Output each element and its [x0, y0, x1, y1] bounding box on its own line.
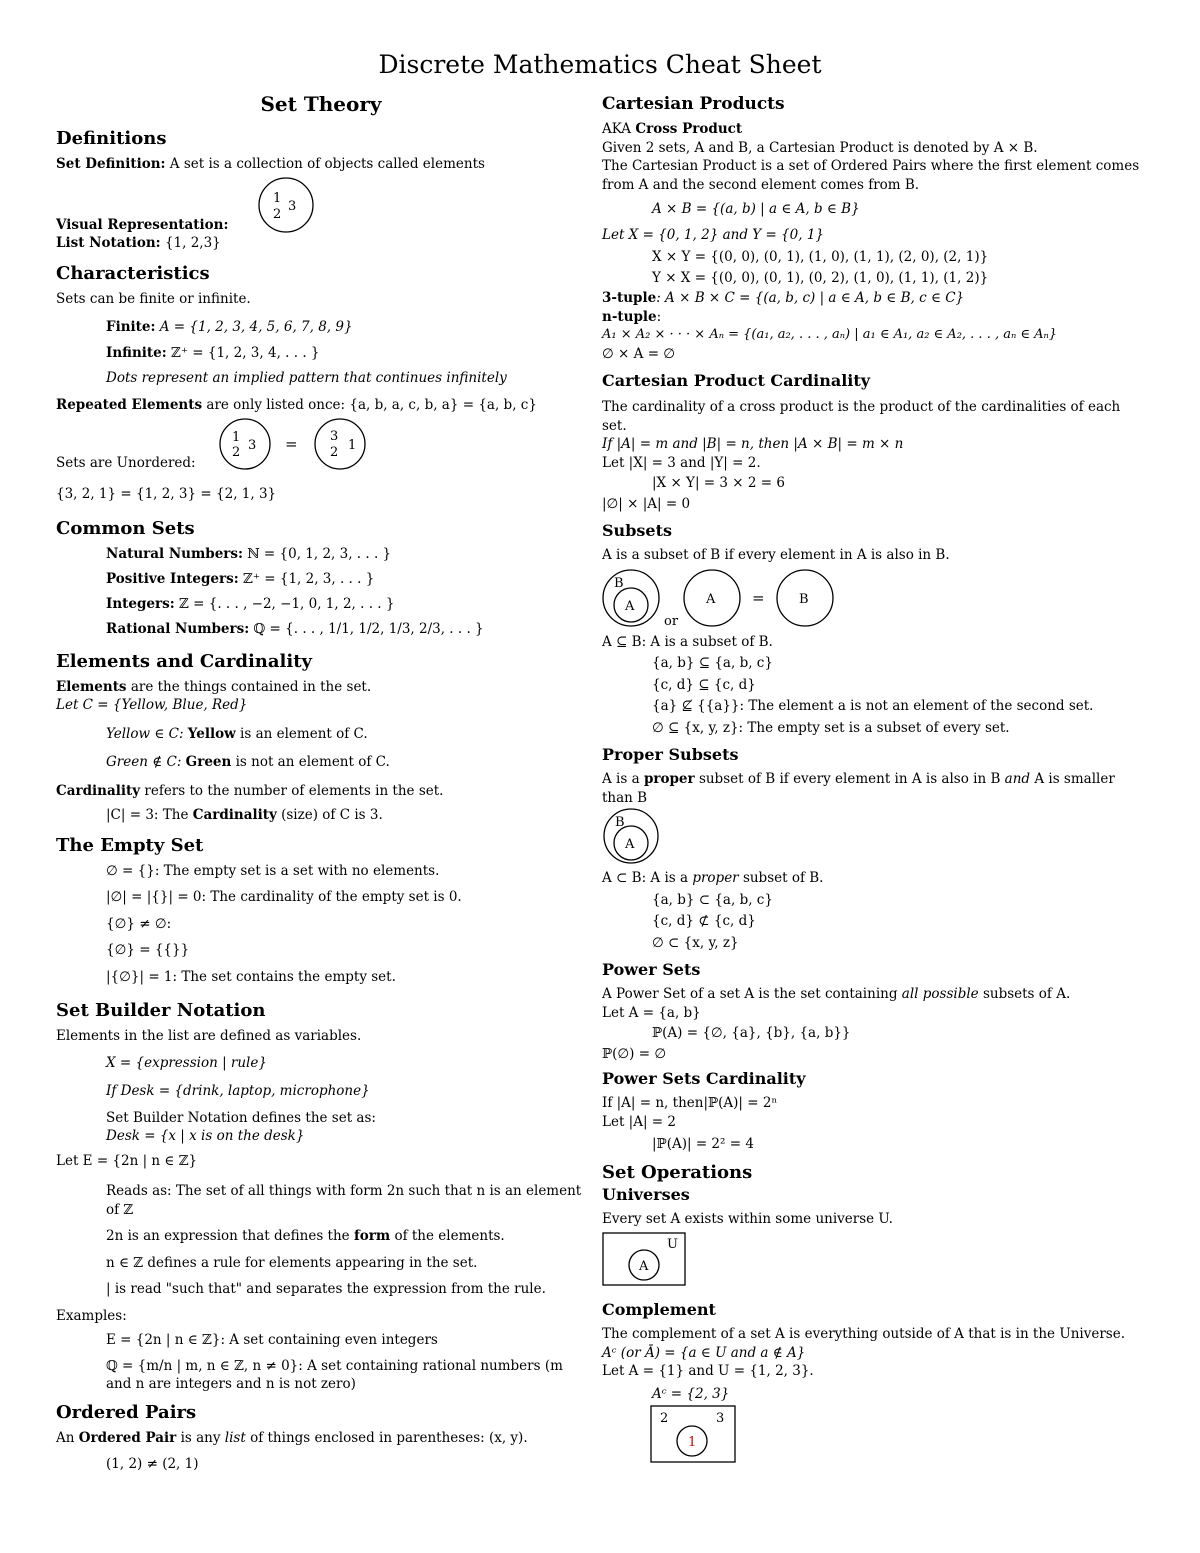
subset-diagram [602, 567, 872, 633]
natural-numbers: Natural Numbers: ℕ = {0, 1, 2, 3, . . . } [106, 545, 392, 562]
integers: Integers: ℤ = {. . . , −2, −1, 0, 1, 2, . . . } [106, 595, 395, 612]
rule-line: n ∈ ℤ defines a rule for elements appearing in the set. [106, 1254, 478, 1271]
complement-heading: Complement [602, 1300, 716, 1319]
proper-subsets-desc: A is a proper subset of B if every element in A is also in B and A is smaller than B [602, 771, 1115, 806]
infinite-example: Infinite: ℤ⁺ = {1, 2, 3, 4, . . . } [106, 344, 320, 361]
visual-representation-label: Visual Representation: [56, 216, 229, 233]
form-line: 2n is an expression that defines the form of the elements. [106, 1228, 505, 1244]
subset-def: A ⊆ B: A is a subset of B. [602, 633, 773, 650]
power-sets-heading: Power Sets [602, 960, 701, 979]
complement-result: Aᶜ = {2, 3} [652, 1385, 730, 1402]
universe-diagram [602, 1232, 688, 1288]
svg-text:2: 2 [273, 206, 282, 222]
ordered-pairs-heading: Ordered Pairs [56, 1401, 197, 1423]
complement-desc: The complement of a set A is everything outside of A that is in the Universe. [602, 1326, 1125, 1342]
empty-set-heading: The Empty Set [56, 834, 204, 856]
svg-text:1: 1 [232, 430, 241, 445]
desk-builder: Desk = {x | x is on the desk} [106, 1128, 305, 1144]
power-sets-value: ℙ(A) = {∅, {a}, {b}, {a, b}} [652, 1025, 851, 1041]
positive-integers: Positive Integers: ℤ⁺ = {1, 2, 3, . . . } [106, 570, 375, 587]
set-definition: Set Definition: A set is a collection of objects called elements [56, 156, 485, 172]
cartesian-desc: The Cartesian Product is a set of Ordered Pairs where the first element comes from A and the second element comes from B. [602, 158, 1140, 193]
n-tuple: n-tuple: [602, 308, 662, 325]
cartesian-cardinality-calc: |X × Y| = 3 × 2 = 6 [652, 475, 785, 491]
complement-def: Aᶜ (or Ā) = {a ∈ U and a ∉ A} [602, 1344, 806, 1361]
universes-heading: Universes [602, 1184, 690, 1204]
cartesian-cardinality-heading: Cartesian Product Cardinality [602, 371, 871, 390]
cartesian-given: Given 2 sets, A and B, a Cartesian Product is denoted by A × B. [602, 139, 1038, 156]
svg-text:A: A [625, 598, 635, 614]
set-builder-intro: Elements in the list are defined as variables. [56, 1028, 362, 1044]
cartesian-cardinality-rule: If |A| = m and |B| = n, then |A × B| = m × n [602, 436, 904, 452]
cartesian-cardinality-desc: The cardinality of a cross product is the product of the cardinalities of each set. [602, 399, 1121, 434]
cartesian-yx: Y × X = {(0, 0), (0, 1), (0, 2), (1, 0), (1, 1), (1, 2)} [652, 269, 989, 286]
unordered-label: Sets are Unordered: [56, 455, 196, 471]
set-operations-heading: Set Operations [602, 1161, 753, 1183]
characteristics-heading: Characteristics [56, 262, 210, 284]
elements-heading: Elements and Cardinality [56, 650, 313, 672]
svg-text:B: B [615, 815, 625, 830]
pipe-line: | is read "such that" and separates the expression from the rule. [106, 1281, 546, 1297]
svg-text:3: 3 [248, 438, 257, 453]
cartesian-def: A × B = {(a, b) | a ∈ A, b ∈ B} [652, 201, 860, 217]
example-rational: ℚ = {m/n | m, n ∈ ℤ, n ≠ 0}: A set containing rational numbers (m and n are integers and n is not zero) [106, 1357, 563, 1392]
svg-text:A: A [639, 1259, 649, 1274]
svg-text:or: or [664, 613, 679, 629]
elements-desc: Elements are the things contained in the set. [56, 678, 372, 695]
desk-example: If Desk = {drink, laptop, microphone} [106, 1083, 370, 1099]
power-cardinality-heading: Power Sets Cardinality [602, 1069, 806, 1088]
complement-let: Let A = {1} and U = {1, 2, 3}. [602, 1363, 814, 1379]
svg-text:2: 2 [330, 445, 339, 460]
dots-note: Dots represent an implied pattern that continues infinitely [106, 370, 507, 386]
empty-set-line: {∅} ≠ ∅: [106, 915, 172, 932]
empty-set-line: |∅| = |{}| = 0: The cardinality of the empty set is 0. [106, 889, 462, 905]
power-sets-let: Let A = {a, b} [602, 1004, 701, 1021]
svg-text:A: A [625, 837, 635, 852]
proper-subset-example: {c, d} ⊄ {c, d} [652, 913, 756, 929]
power-cardinality-calc: |ℙ(A)| = 2² = 4 [652, 1136, 754, 1152]
power-sets-desc: A Power Set of a set A is the set containing all possible subsets of A. [602, 986, 1071, 1002]
yellow-element: Yellow ∈ C: Yellow is an element of C. [106, 725, 368, 742]
empty-set-line: |{∅}| = 1: The set contains the empty set. [106, 968, 396, 985]
svg-text:1: 1 [688, 1435, 697, 1450]
set-builder-defines: Set Builder Notation defines the set as: [106, 1109, 376, 1126]
cardinality-desc: Cardinality refers to the number of elements in the set. [56, 782, 444, 799]
proper-subset-diagram [602, 807, 664, 865]
power-cardinality-let: Let |A| = 2 [602, 1113, 676, 1130]
cartesian-xy: X × Y = {(0, 0), (0, 1), (1, 0), (1, 1), (2, 0), (2, 1)} [652, 249, 989, 265]
subsets-heading: Subsets [602, 521, 672, 540]
set-builder-general: X = {expression | rule} [106, 1054, 267, 1071]
complement-diagram [650, 1405, 738, 1465]
svg-text:B: B [799, 591, 809, 607]
subset-example: ∅ ⊆ {x, y, z}: The empty set is a subset of every set. [652, 719, 1010, 736]
right-column [602, 92, 1147, 1465]
unordered-example: {3, 2, 1} = {1, 2, 3} = {2, 1, 3} [56, 485, 277, 502]
unordered-diagram [218, 416, 398, 472]
cartesian-heading: Cartesian Products [602, 94, 785, 114]
universes-desc: Every set A exists within some universe U. [602, 1210, 893, 1227]
empty-set-line: {∅} = {{}} [106, 942, 190, 958]
svg-text:1: 1 [273, 190, 282, 206]
proper-subset-def: A ⊂ B: A is a proper subset of B. [602, 870, 824, 886]
proper-subset-example: ∅ ⊂ {x, y, z} [652, 934, 739, 951]
rational-numbers: Rational Numbers: ℚ = {. . . , 1/1, 1/2, 1/3, 2/3, . . . } [106, 620, 484, 637]
svg-text:3: 3 [716, 1411, 725, 1426]
svg-text:2: 2 [660, 1411, 669, 1426]
power-sets-empty: ℙ(∅) = ∅ [602, 1045, 667, 1062]
svg-text:3: 3 [288, 198, 297, 214]
cartesian-let: Let X = {0, 1, 2} and Y = {0, 1} [602, 226, 824, 243]
svg-text:=: = [752, 588, 765, 607]
cartesian-aka: AKA Cross Product [602, 121, 743, 137]
empty-cross: ∅ × A = ∅ [602, 345, 676, 362]
svg-text:B: B [614, 575, 624, 591]
green-element: Green ∉ C: Green is not an element of C. [106, 754, 390, 770]
svg-text:U: U [667, 1237, 678, 1252]
power-cardinality-rule: If |A| = n, then|ℙ(A)| = 2ⁿ [602, 1095, 778, 1111]
page-title: Discrete Mathematics Cheat Sheet [378, 50, 822, 79]
subsets-desc: A is a subset of B if every element in A is also in B. [602, 547, 950, 563]
characteristics-intro: Sets can be finite or infinite. [56, 290, 251, 307]
svg-text:1: 1 [348, 438, 357, 453]
examples-label: Examples: [56, 1307, 127, 1324]
cardinality-example: |C| = 3: The Cardinality (size) of C is 3. [106, 807, 383, 823]
reads-as: Reads as: The set of all things with form 2n such that n is an element of ℤ [106, 1183, 582, 1218]
three-tuple: 3-tuple: A × B × C = {(a, b, c) | a ∈ A, b ∈ B, c ∈ C} [602, 290, 965, 306]
set-theory-heading: Set Theory [260, 92, 382, 116]
subset-example: {a, b} ⊆ {a, b, c} [652, 655, 773, 671]
repeated-elements: Repeated Elements are only listed once: {a, b, a, c, b, a} = {a, b, c} [56, 396, 537, 413]
svg-text:=: = [285, 435, 298, 453]
set-circle-diagram [256, 176, 316, 234]
finite-example: Finite: A = {1, 2, 3, 4, 5, 6, 7, 8, 9} [106, 319, 353, 335]
let-e: Let E = {2n | n ∈ ℤ} [56, 1152, 198, 1169]
cartesian-cardinality-empty: |∅| × |A| = 0 [602, 495, 691, 512]
n-tuple-def: A₁ × A₂ × · · · × Aₙ = {(a₁, a₂, . . . , aₙ) | a₁ ∈ A₁, a₂ ∈ A₂, . . . , aₙ ∈ Aₙ} [602, 327, 1058, 342]
example-even: E = {2n | n ∈ ℤ}: A set containing even integers [106, 1332, 438, 1348]
svg-text:2: 2 [232, 445, 241, 460]
list-notation: List Notation: {1, 2,3} [56, 235, 221, 251]
proper-subset-example: {a, b} ⊂ {a, b, c} [652, 891, 773, 908]
svg-text:3: 3 [330, 429, 339, 444]
common-sets-heading: Common Sets [56, 517, 195, 539]
definitions-heading: Definitions [56, 128, 167, 149]
ordered-pair-example: (1, 2) ≠ (2, 1) [106, 1456, 199, 1472]
subset-example: {c, d} ⊆ {c, d} [652, 676, 756, 693]
set-builder-heading: Set Builder Notation [56, 1000, 266, 1021]
ordered-pairs-desc: An Ordered Pair is any list of things enclosed in parentheses: (x, y). [56, 1429, 528, 1446]
subset-example: {a} ⊈ {{a}}: The element a is not an element of the second set. [652, 698, 1094, 714]
proper-subsets-heading: Proper Subsets [602, 745, 739, 764]
svg-text:A: A [706, 591, 716, 607]
empty-set-line: ∅ = {}: The empty set is a set with no elements. [106, 862, 440, 879]
left-column [56, 92, 586, 1481]
cartesian-cardinality-let: Let |X| = 3 and |Y| = 2. [602, 454, 761, 471]
let-c: Let C = {Yellow, Blue, Red} [56, 697, 248, 713]
